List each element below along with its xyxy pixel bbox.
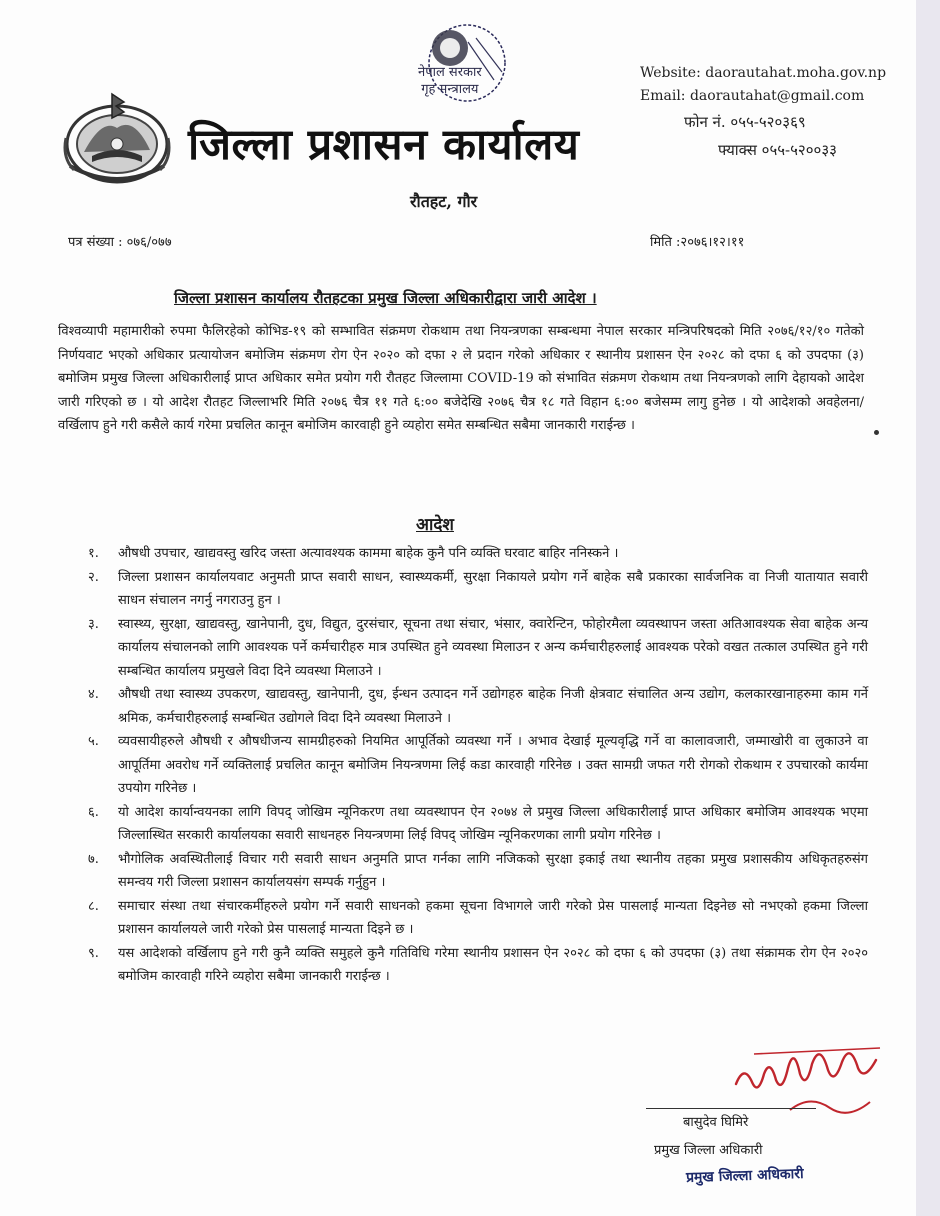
margin-mark bbox=[874, 430, 879, 435]
official-stamp: प्रमुख जिल्ला अधिकारी bbox=[685, 1165, 804, 1187]
nepal-emblem-icon bbox=[62, 88, 172, 186]
phone-number: फोन नं. ०५५-५२०३६९ bbox=[684, 113, 806, 131]
list-item: २. जिल्ला प्रशासन कार्यालयवाट अनुमती प्राप्त सवारी साधन, स्वास्थ्यकर्मी, सुरक्षा निकायले प्रयोग गर्ने बाहेक सबै प्रकारका सार्वजनिक वा निजी यातायात सवारी साधन संचालन नगर्नु नगराउनु हुन । bbox=[88, 569, 868, 608]
fax-number: फ्याक्स ०५५-५२००३३ bbox=[718, 141, 837, 159]
handwritten-signature bbox=[730, 1024, 890, 1134]
intro-paragraph: विश्वव्यापी महामारीको रुपमा फैलिरहेको कोभिड-१९ को सम्भावित संक्रमण रोकथाम तथा नियन्त्रणका सम्बन्धमा नेपाल सरकार मन्त्रिपरिषदको मिति २०७६/१२/१० गतेको निर्णयवाट भएको अधिकार प्रत्यायोजन बमोजिम संक्रमण रोग ऐन २०२० को दफा २ ले प्रदान गरेको अधिकार र स्थानीय प्रशासन ऐन २०२८ को दफा ६ को उपदफा (३) बमोजिम प्रमुख जिल्ला अधिकारीलाई प्राप्त अधिकार समेत प्रयोग गरी रौतहट जिल्लामा COVID-19 को संभावित संक्रमण रोकथाम तथा नियन्त्रणको लागि देहायको आदेश जारी गरिएको छ । यो आदेश रौतहट जिल्लाभरि मिति २०७६ चैत्र ११ गते ६:०० बजेदेखि २०७६ चैत्र १८ गते विहान ६:०० बजेसम्म लागु हुनेछ । यो आदेशको अवहेलना/वर्खिलाप हुने गरी कसैले कार्य गरेमा प्रचलित कानून बमोजिम कारवाही हुने व्यहोरा समेत सम्बन्धित सबैमा जानकारी गराईन्छ । bbox=[58, 324, 864, 433]
list-item: ९. यस आदेशको वर्खिलाप हुने गरी कुनै व्यक्ति समुहले कुनै गतिविधि गरेमा स्थानीय प्रशासन ऐन २०२८ को दफा ६ को उपदफा (३) तथा संक्रामक रोग ऐन २०२० बमोजिम कारवाही गरिने व्यहोरा सबैमा जानकारी गराईन्छ । bbox=[88, 945, 868, 984]
letter-subject: जिल्ला प्रशासन कार्यालय रौतहटका प्रमुख जिल्ला अधिकारीद्वारा जारी आदेश । bbox=[174, 289, 597, 307]
orders-list bbox=[88, 542, 868, 989]
list-item: ३. स्वास्थ्य, सुरक्षा, खाद्यवस्तु, खानेपानी, दुध, विद्युत, दुरसंचार, सूचना तथा संचार, भंसार, क्वारेन्टिन, फोहोरमैला व्यवस्थापन जस्ता अतिआवश्यक सेवा बाहेक अन्य कार्यालय संचालनको लागि आवश्यक पर्ने कर्मचारीहरु मात्र उपस्थित हुने व्यवस्था मिलाउन र अन्य कर्मचारीहरुलाई आवश्यक परेको वखत तत्काल उपस्थित हुने गरी सम्बन्धित कार्यालय प्रमुखले विदा दिने व्यवस्था मिलाउने । bbox=[88, 616, 868, 679]
contact-info bbox=[640, 62, 886, 108]
reference-number: पत्र संख्या : ०७६/०७७ bbox=[68, 235, 172, 250]
officer-title: प्रमुख जिल्ला अधिकारी bbox=[654, 1143, 763, 1158]
office-title: जिल्ला प्रशासन कार्यालय bbox=[188, 120, 580, 170]
list-item: ५. व्यवसायीहरुले औषधी र औषधीजन्य सामग्रीहरुको नियमित आपूर्तिको व्यवस्था गर्ने । अभाव देखाई मूल्यवृद्धि गर्ने वा कालावजारी, जम्माखोरी वा लुकाउने वा आपूर्तिमा अवरोध गर्ने व्यक्तिलाई प्रचलित कानून बमोजिम नियन्त्रणमा लिई कडा कारवाही गरिनेछ । उक्त सामग्री जफत गरी रोगको रोकथाम र उपचारको कार्यमा उपयोग गरिनेछ । bbox=[88, 734, 868, 796]
list-item: ८. समाचार संस्था तथा संचारकर्मीहरुले प्रयोग गर्ने सवारी साधनको हकमा सूचना विभागले जारी गरेको प्रेस पासलाई मान्यता दिइनेछ सो नभएको हकमा जिल्ला प्रशासन कार्यालयले जारी गरेको प्रेस पासलाई मान्यता दिइने छ । bbox=[88, 898, 868, 937]
order-heading: आदेश bbox=[416, 515, 454, 535]
website-text: Website: daorautahat.moha.gov.np bbox=[640, 65, 887, 81]
ministry-stamp-text: नेपाल सरकार गृह मन्त्रालय bbox=[418, 65, 482, 97]
page-edge bbox=[916, 0, 940, 1216]
officer-name: बासुदेव घिमिरे bbox=[683, 1115, 749, 1130]
letter-date: मिति :२०७६।१२।११ bbox=[650, 235, 745, 250]
list-item: ४. औषधी तथा स्वास्थ्य उपकरण, खाद्यवस्तु, खानेपानी, दुध, ईन्धन उत्पादन गर्ने उद्योगहरु बाहेक निजी क्षेत्रवाट संचालित अन्य उद्योग, कलकारखानाहरुमा काम गर्ने श्रमिक, कर्मचारीहरुलाई सम्बन्धित उद्योगले विदा दिने व्यवस्था मिलाउने । bbox=[88, 687, 868, 726]
email-text: Email: daorautahat@gmail.com bbox=[640, 88, 865, 104]
signature-line bbox=[646, 1108, 816, 1109]
list-item: ७. भौगोलिक अवस्थितीलाई विचार गरी सवारी साधन अनुमति प्राप्त गर्नका लागि नजिकको सुरक्षा इकाई तथा स्थानीय तहका प्रमुख प्रशासकीय अधिकृतहरुसंग समन्वय गरी जिल्ला प्रशासन कार्यालयसंग सम्पर्क गर्नुहुन । bbox=[88, 851, 868, 890]
office-location: रौतहट, गौर bbox=[410, 192, 478, 211]
list-item: १. औषधी उपचार, खाद्यवस्तु खरिद जस्ता अत्यावश्यक काममा बाहेक कुनै पनि व्यक्ति घरवाट बाहिर ननिस्कने । bbox=[88, 546, 619, 561]
list-item: ६. यो आदेश कार्यान्वयनका लागि विपद् जोखिम न्यूनिकरण तथा व्यवस्थापन ऐन २०७४ ले प्रमुख जिल्ला अधिकारीलाई प्राप्त अधिकार बमोजिम आवश्यक भएमा जिल्लास्थित सरकारी कार्यालयका सवारी साधनहरु नियन्त्रणमा लिई विपद् जोखिम न्यूनिकरणका लागी प्रयोग गरिनेछ । bbox=[88, 804, 868, 843]
